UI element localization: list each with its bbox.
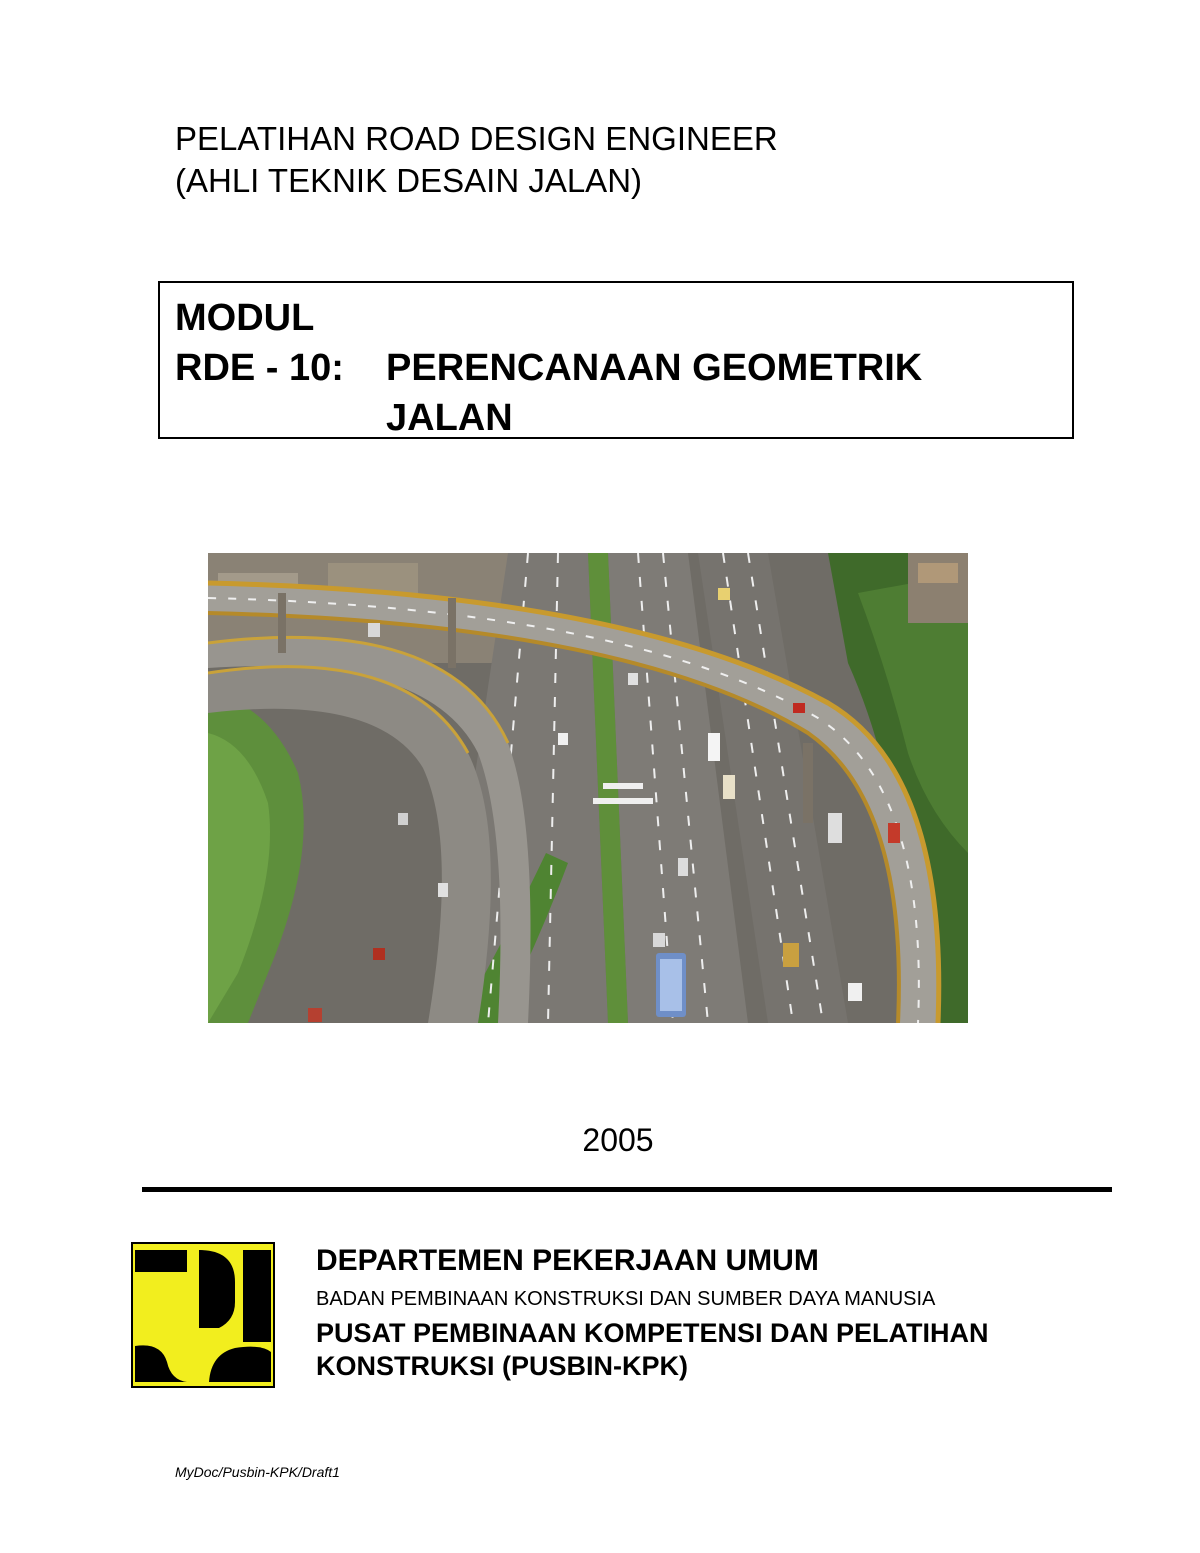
- training-title-line1: PELATIHAN ROAD DESIGN ENGINEER: [175, 120, 778, 157]
- divider-rule: [142, 1187, 1112, 1192]
- module-title-line1: PERENCANAAN GEOMETRIK: [386, 347, 923, 389]
- pu-logo: [131, 1242, 275, 1388]
- agency-name: BADAN PEMBINAAN KONSTRUKSI DAN SUMBER DAYA MANUSIA: [316, 1288, 936, 1310]
- module-title-line2: JALAN: [386, 397, 513, 439]
- training-title-line2: (AHLI TEKNIK DESAIN JALAN): [175, 162, 643, 199]
- organization-block: [316, 1244, 989, 1383]
- module-title-box: [158, 281, 1074, 439]
- publication-year: 2005: [582, 1122, 654, 1158]
- department-name: DEPARTEMEN PEKERJAAN UMUM: [316, 1244, 819, 1277]
- document-path: MyDoc/Pusbin-KPK/Draft1: [175, 1464, 340, 1480]
- highway-interchange-photo: [208, 553, 968, 1023]
- training-title: [175, 118, 778, 202]
- module-code: RDE - 10:: [175, 347, 344, 389]
- center-name-line2: KONSTRUKSI (PUSBIN-KPK): [316, 1351, 689, 1381]
- module-label: MODUL: [175, 297, 315, 339]
- center-name-line1: PUSAT PEMBINAAN KOMPETENSI DAN PELATIHAN: [316, 1318, 989, 1348]
